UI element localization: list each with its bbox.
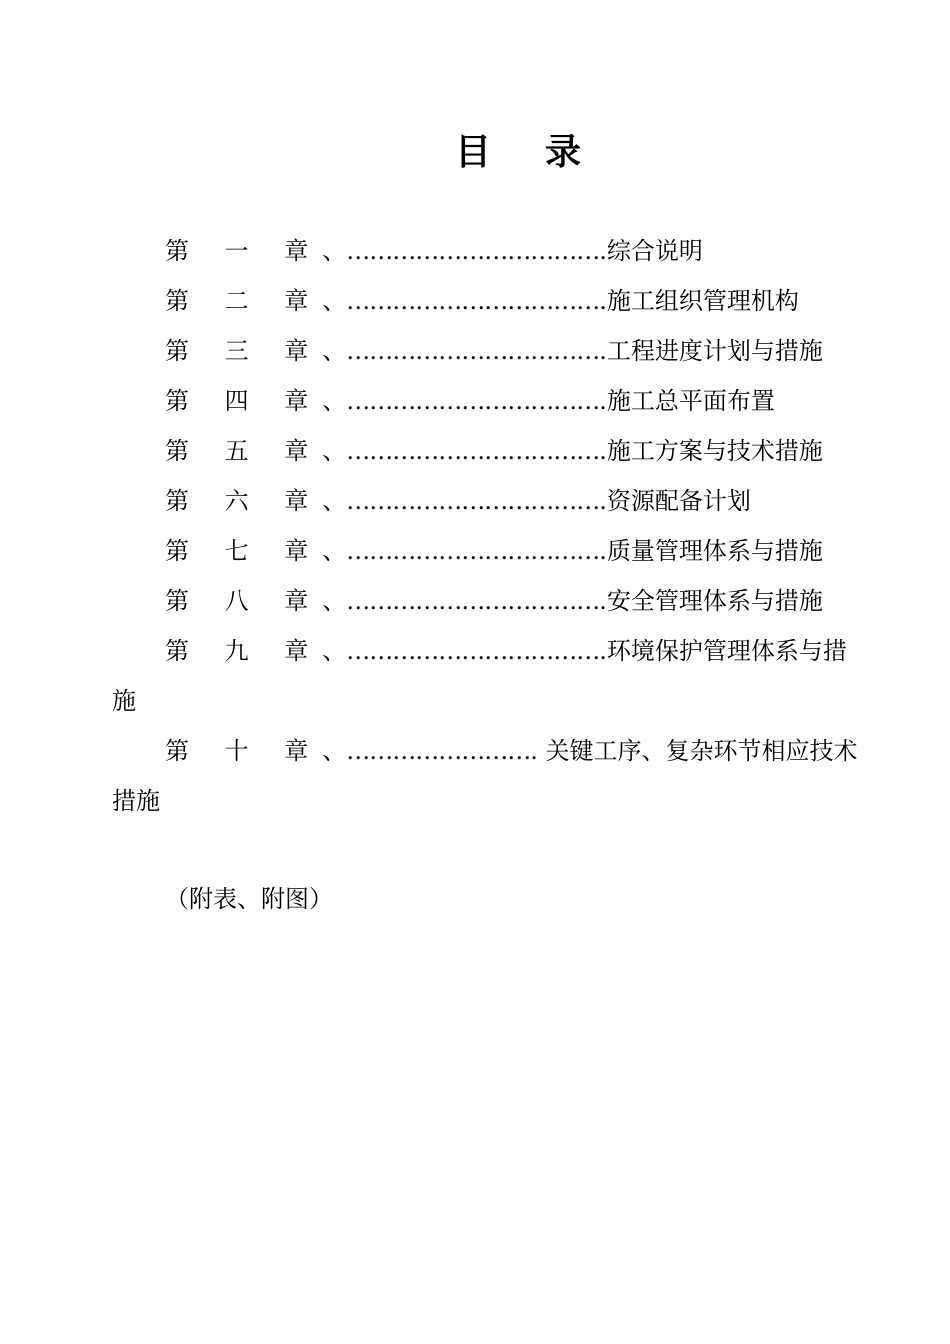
leader-dot: . — [599, 287, 607, 315]
leader-dot: . — [599, 387, 607, 415]
chapter-title: 施工方案与技术措施 — [606, 437, 823, 465]
chapter-separator: 、 — [322, 637, 347, 665]
chapter-title: 安全管理体系与措施 — [606, 587, 823, 615]
dot-leader: …………………………… — [346, 637, 600, 665]
chapter-title: 施工总平面布置 — [606, 387, 775, 415]
chapter-label: 第 六 章 — [165, 487, 323, 515]
chapter-label: 第 五 章 — [165, 437, 323, 465]
leader-dot: . — [599, 487, 607, 515]
dot-leader: …………………………… — [346, 287, 600, 315]
dot-leader: …………………………… — [346, 587, 600, 615]
toc-item-10[interactable] — [165, 726, 858, 776]
chapter-title: 综合说明 — [606, 237, 703, 265]
leader-dot: . — [599, 587, 607, 615]
chapter-label: 第 九 章 — [165, 637, 323, 665]
dot-leader: …………………………… — [346, 337, 600, 365]
chapter-title: 资源配备计划 — [606, 487, 751, 515]
toc-item-9-continuation — [112, 676, 136, 726]
toc-item-4[interactable] — [165, 376, 775, 426]
title-char-1: 目 — [454, 131, 491, 173]
chapter-title: 工程进度计划与措施 — [606, 337, 823, 365]
dot-leader: …………………………… — [346, 237, 600, 265]
chapter-separator: 、 — [322, 387, 347, 415]
chapter-separator: 、 — [322, 287, 347, 315]
chapter-title: 质量管理体系与措施 — [606, 537, 823, 565]
chapter-label: 第 八 章 — [165, 587, 323, 615]
toc-item-1[interactable] — [165, 226, 703, 276]
toc-item-5[interactable] — [165, 426, 823, 476]
chapter-separator: 、 — [322, 237, 347, 265]
leader-dot: . — [599, 637, 607, 665]
toc-item-10-continuation — [112, 776, 160, 826]
toc-item-3[interactable] — [165, 326, 823, 376]
chapter-label: 第 一 章 — [165, 237, 323, 265]
chapter-label: 第 三 章 — [165, 337, 323, 365]
dot-leader: …………………………… — [346, 387, 600, 415]
chapter-label: 第 十 章 — [165, 737, 323, 765]
toc-item-6[interactable] — [165, 476, 751, 526]
chapter-label: 第 二 章 — [165, 287, 323, 315]
page-title — [0, 128, 950, 176]
appendix-note: （附表、附图） — [165, 885, 333, 913]
chapter-separator: 、 — [322, 487, 347, 515]
leader-dot: . — [530, 737, 538, 765]
leader-dot: . — [599, 237, 607, 265]
dot-leader: …………………………… — [346, 437, 600, 465]
toc-item-2[interactable] — [165, 276, 799, 326]
chapter-title: 关键工序、复杂环节相应技术 — [537, 737, 858, 765]
chapter-separator: 、 — [322, 737, 347, 765]
chapter-separator: 、 — [322, 587, 347, 615]
dot-leader: …………………………… — [346, 487, 600, 515]
chapter-title: 环境保护管理体系与措 — [606, 637, 847, 665]
chapter-separator: 、 — [322, 337, 347, 365]
leader-dot: . — [599, 437, 607, 465]
chapter-title: 施工组织管理机构 — [606, 287, 799, 315]
dot-leader: …………………………… — [346, 537, 600, 565]
toc-item-7[interactable] — [165, 526, 823, 576]
leader-dot: . — [599, 537, 607, 565]
chapter-title-continuation: 施 — [112, 687, 136, 715]
title-char-2: 录 — [545, 131, 582, 173]
leader-dot: . — [599, 337, 607, 365]
toc-item-9[interactable] — [165, 626, 847, 676]
dot-leader: …………………… — [346, 737, 531, 765]
chapter-title-continuation: 措施 — [112, 787, 160, 815]
toc-item-8[interactable] — [165, 576, 823, 626]
chapter-separator: 、 — [322, 537, 347, 565]
chapter-label: 第 七 章 — [165, 537, 323, 565]
chapter-label: 第 四 章 — [165, 387, 323, 415]
chapter-separator: 、 — [322, 437, 347, 465]
